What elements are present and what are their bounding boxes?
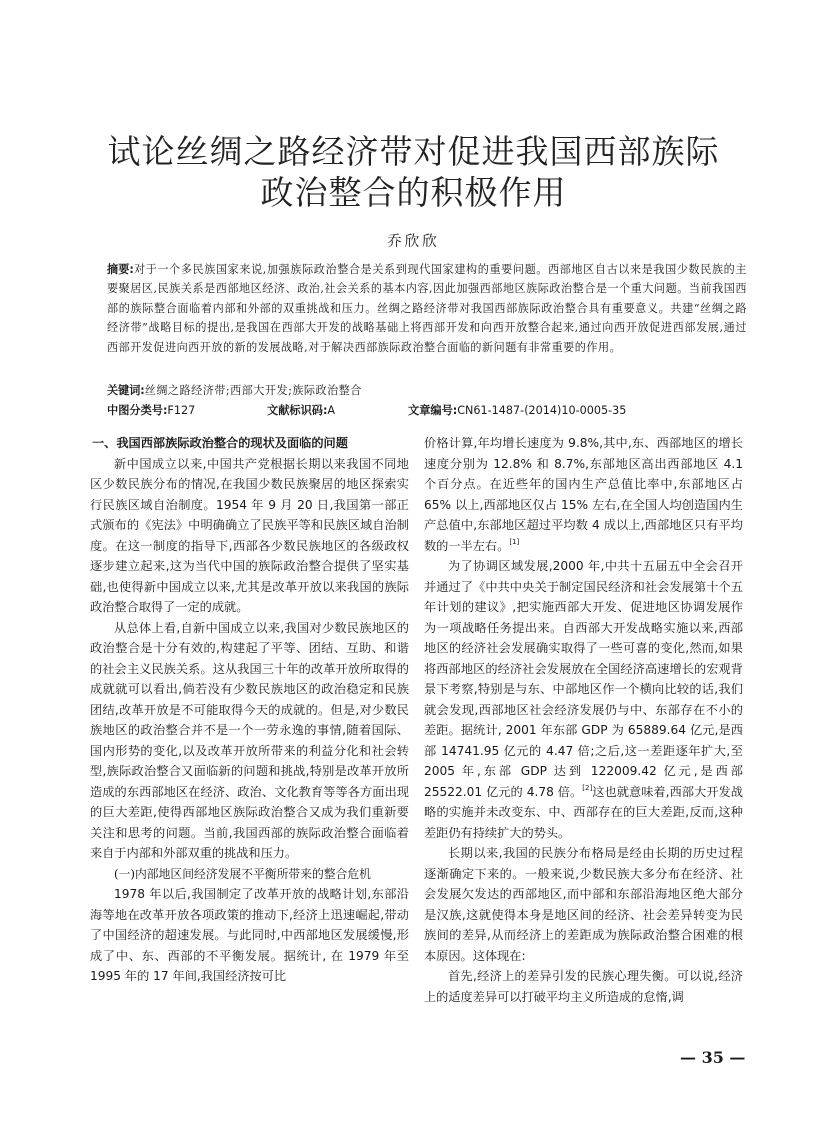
author-name: 乔欣欣 <box>387 234 440 250</box>
body-paragraph: 首先,经济上的差异引发的民族心理失衡。可以说,经济上的适度差异可以打破平均主义所造成的怠惰,调 <box>424 969 743 1004</box>
body-paragraph: 新中国成立以来,中国共产党根据长期以来我国不同地区少数民族分布的情况,在我国少数民族聚居的地区探索实行民族区域自治制度。1954 年 9 月 20 日,我国第一部正式颁布的《宪法》中明确确立了民族平等和民族区域自治制度。在这一制度的指导下,西部各少数民族地区的各级政权逐步建立起来,这为当代中国的族际政治整合提供了坚实基础,也使得新中国成立以来,尤其是改革开放以来我国的族际政治整合取得了一定的成就。 <box>90 456 409 614</box>
keywords <box>107 381 747 400</box>
clc-label: 中图分类号: <box>107 404 168 417</box>
body-paragraph: 从总体上看,自新中国成立以来,我国对少数民族地区的政治整合是十分有效的,构建起了平等、团结、互助、和谐的社会主义民族关系。这从我国三十年的改革开放所取得的成就就可以看出,倘若没有少数民族地区的政治稳定和民族团结,改革开放是不可能取得今天的成就的。但是,对少数民族地区的政治整合并不是一个一劳永逸的事情,随着国际、国内形势的变化,以及改革开放所带来的利益分化和社会转型,族际政治整合又面临新的问题和挑战,特别是改革开放所造成的东西部地区在经济、政治、文化教育等等各方面出现的巨大差距,使得西部地区族际政治整合又成为我们重新要关注和思考的问题。当前,我国西部的族际政治整合面临着来自于内部和外部双重的挑战和压力。 <box>90 620 409 860</box>
body-paragraph: 1978 年以后,我国制定了改革开放的战略计划,东部沿海等地在改革开放各项政策的推动下,经济上迅速崛起,带动了中国经济的超速发展。与此同时,中西部地区发展缓慢,形成了中、东、西部的不平衡发展。据统计, 在 1979 年至 1995 年的 17 年间,我国经济按可比 <box>90 887 409 983</box>
clc-value: F127 <box>167 404 196 417</box>
article-no-label: 文章编号: <box>408 404 458 417</box>
keywords-text: 丝绸之路经济带;西部大开发;族际政治整合 <box>144 384 362 397</box>
page-number: — 35 — <box>680 1048 746 1067</box>
right-column <box>424 433 743 1007</box>
left-column <box>90 433 409 987</box>
keywords-label: 关键词: <box>107 384 145 397</box>
abstract-text: 对于一个多民族国家来说,加强族际政治整合是关系到现代国家建构的重要问题。西部地区自古以来是我国少数民族的主要聚居区,民族关系是西部地区经济、政治,社会关系的基本内容,因此加强西部地区族际政治整合是一个重大问题。当前我国西部的族际整合面临着内部和外部的双重挑战和压力。丝绸之路经济带对我国西部族际政治整合具有重要意义。共建“丝绸之路经济带”战略目标的提出,是我国在西部大开发的战略基础上将西部开发和向西开放整合起来,通过向西开放促进西部发展,通过西部开发促进向西开放的新的发展战略,对于解决西部族际政治整合面临的新问题有非常重要的作用。 <box>107 263 747 354</box>
section-heading: 一、我国西部族际政治整合的现状及面临的问题 <box>92 436 348 450</box>
doc-code-value: A <box>327 404 336 417</box>
citation-ref: [1] <box>509 537 520 546</box>
body-paragraph <box>424 433 743 556</box>
subsection-heading: (一)内部地区间经济发展不平衡所带来的整合危机 <box>114 866 371 881</box>
doc-code-group <box>267 401 335 420</box>
title-line-1: 试论丝绸之路经济带对促进我国西部族际 <box>107 132 720 171</box>
article-no-group <box>408 401 626 420</box>
abstract <box>107 260 747 357</box>
paragraph-text: 价格计算,年均增长速度为 9.8%,其中,东、西部地区的增长速度分别为 12.8% 和 8.7%,东部地区高出西部地区 4.1 个百分点。在近些年的国内生产总值比率中,东部地区占 65% 以上,西部地区仅占 15% 左右,在全国人均创造国内生产总值中,东部地区超过平均数 4 成以上,西部地区只有平均数的一半左右。 <box>424 436 743 553</box>
doc-code-label: 文献标识码: <box>267 404 328 417</box>
body-paragraph <box>424 556 743 843</box>
title-line-2: 政治整合的积极作用 <box>260 173 567 212</box>
abstract-label: 摘要: <box>107 263 134 276</box>
clc-group <box>107 401 195 420</box>
citation-ref: [2] <box>582 783 593 792</box>
article-no-value: CN61-1487-(2014)10-0005-35 <box>457 404 627 417</box>
article-title <box>60 131 767 213</box>
body-paragraph: 长期以来,我国的民族分布格局是经由长期的历史过程逐渐确定下来的。一般来说,少数民族大多分布在经济、社会发展欠发达的西部地区,而中部和东部沿海地区绝大部分是汉族,这就使得本身是地区间的经济、社会差异转变为民族间的差异,从而经济上的差距成为族际政治整合困难的根本原因。这体现在: <box>424 846 743 963</box>
paragraph-text: 这也就意味着,西部大开发战略的实施并未改变东、中、西部存在的巨大差距,反而,这种差距仍有持续扩大的势头。 <box>424 784 743 840</box>
paragraph-text: 为了协调区域发展,2000 年,中共十五届五中全会召开并通过了《中共中央关于制定国民经济和社会发展第十个五年计划的建议》,把实施西部大开发、促进地区协调发展作为一项战略任务提出来。自西部大开发战略实施以来,西部地区的经济社会发展确实取得了一些可喜的变化,然而,如果将西部地区的经济社会发展放在全国经济高速增长的宏观背景下考察,特别是与东、中部地区作一个横向比较的话,我们就会发现,西部地区社会经济发展仍与中、东部存在不小的差距。据统计, 2001 年东部 GDP 为 65889.64 亿元,是西部 14741.95 亿元的 4.47 倍;之后,这一差距逐年扩大,至 2005 年,东部 GDP 达到 122009.42 亿元,是西部 25522.01 亿元的 4.78 倍。 <box>424 559 743 799</box>
